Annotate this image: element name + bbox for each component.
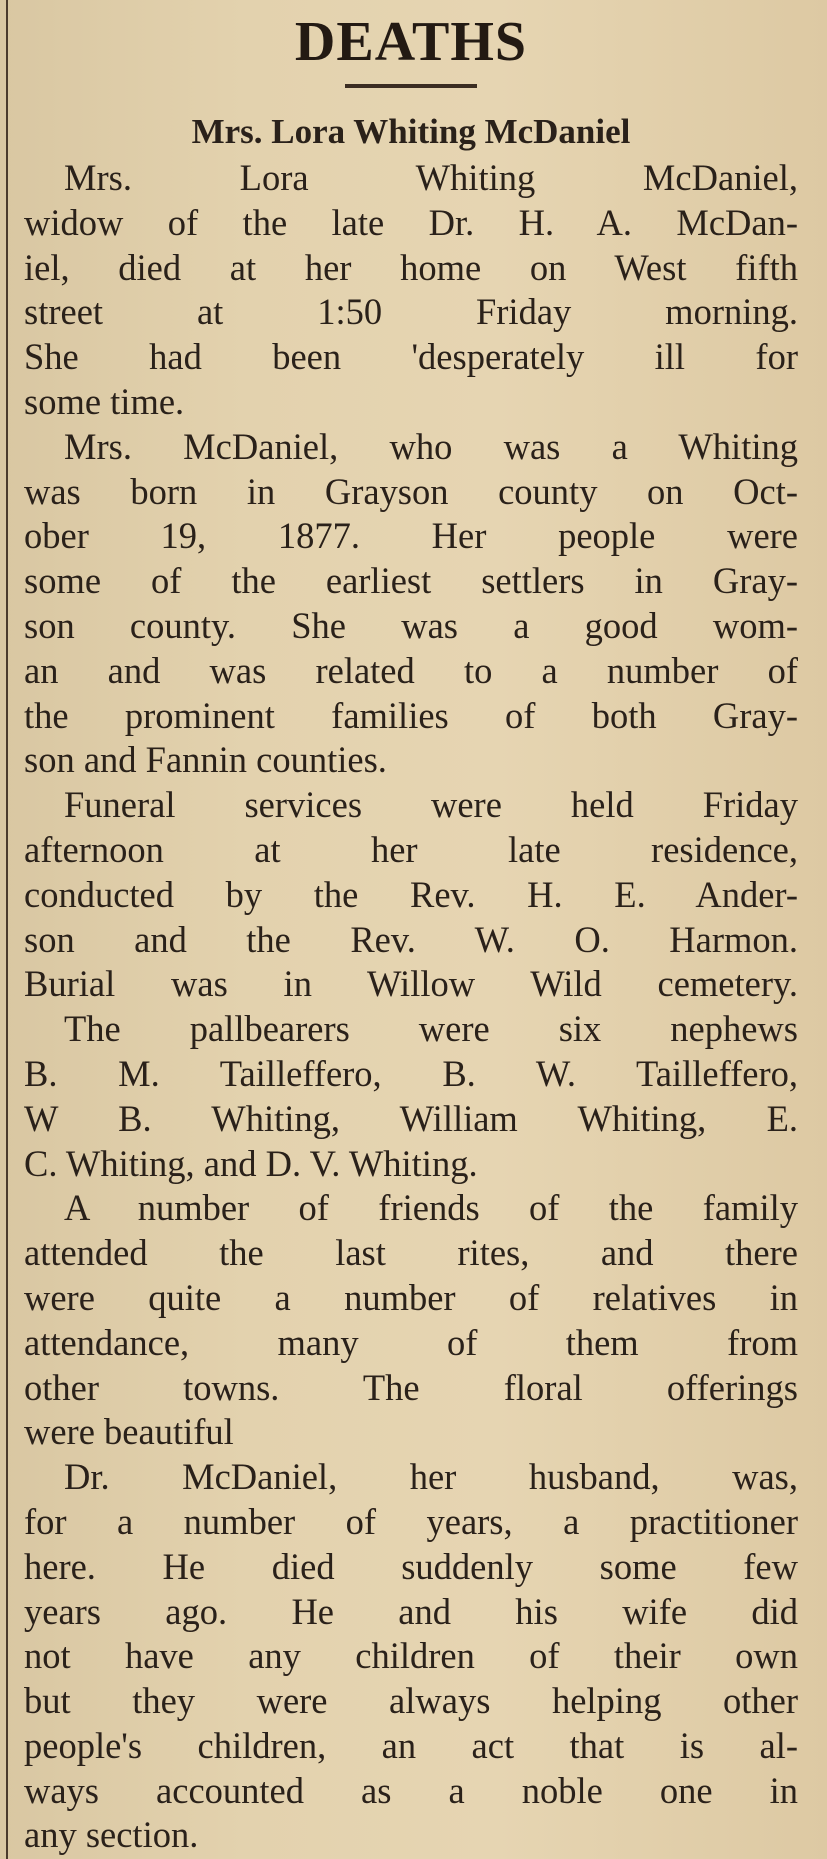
text-line: son and Fannin counties. (24, 739, 387, 781)
text-line: conducted by the Rev. H. E. Ander- (24, 873, 798, 915)
text-line: ways accounted as a noble one in (24, 1769, 798, 1811)
text-line: Mrs. Lora Whiting McDaniel, (64, 157, 798, 198)
text-line: ober 19, 1877. Her people were (24, 515, 798, 557)
text-line: attendance, many of them from (24, 1321, 798, 1363)
text-line: The pallbearers were six nephews (64, 1008, 798, 1050)
column-rule (6, 0, 8, 1859)
text-line: She had been 'desperately ill for (24, 336, 798, 378)
headline-rule (345, 84, 477, 88)
text-line: Mrs. McDaniel, who was a Whiting (64, 425, 798, 467)
text-line: street at 1:50 Friday morning. (24, 291, 798, 333)
text-line: people's children, an act that is al- (24, 1724, 798, 1766)
text-line: here. He died suddenly some few (24, 1545, 798, 1587)
text-line: years ago. He and his wife did (24, 1590, 798, 1632)
text-line: some of the earliest settlers in Gray- (24, 560, 798, 602)
text-line: iel, died at her home on West fifth (24, 246, 798, 288)
text-line: attended the last rites, and there (24, 1232, 798, 1274)
text-line: B. M. Tailleffero, B. W. Tailleffero, (24, 1052, 798, 1094)
text-line: Funeral services were held Friday (64, 784, 798, 826)
obituary-clipping (24, 0, 798, 1859)
text-line: the prominent families of both Gray- (24, 694, 798, 736)
text-line: any section. (24, 1814, 199, 1856)
text-line: Dr. McDaniel, her husband, was, (64, 1456, 798, 1498)
text-line: an and was related to a number of (24, 649, 798, 691)
text-line: not have any children of their own (24, 1635, 798, 1677)
text-line: Burial was in Willow Wild cemetery. (24, 963, 798, 1005)
text-line: C. Whiting, and D. V. Whiting. (24, 1142, 478, 1184)
text-line: for a number of years, a practitioner (24, 1500, 798, 1542)
text-line: W B. Whiting, William Whiting, E. (24, 1097, 798, 1139)
text-line: widow of the late Dr. H. A. McDan- (24, 201, 798, 243)
text-line: was born in Grayson county on Oct- (24, 470, 798, 512)
text-line: were quite a number of relatives in (24, 1276, 798, 1318)
text-line: A number of friends of the family (64, 1187, 798, 1229)
text-line: some time. (24, 380, 185, 422)
obituary-body (24, 156, 798, 1858)
text-line: other towns. The floral offerings (24, 1366, 798, 1408)
text-line: son county. She was a good wom- (24, 604, 798, 646)
text-line: but they were always helping other (24, 1680, 798, 1722)
text-line: afternoon at her late residence, (24, 828, 798, 870)
section-headline: DEATHS (294, 11, 528, 73)
text-line: son and the Rev. W. O. Harmon. (24, 918, 798, 960)
text-line: were beautiful (24, 1411, 234, 1453)
obituary-subhead: Mrs. Lora Whiting McDaniel (191, 112, 631, 151)
